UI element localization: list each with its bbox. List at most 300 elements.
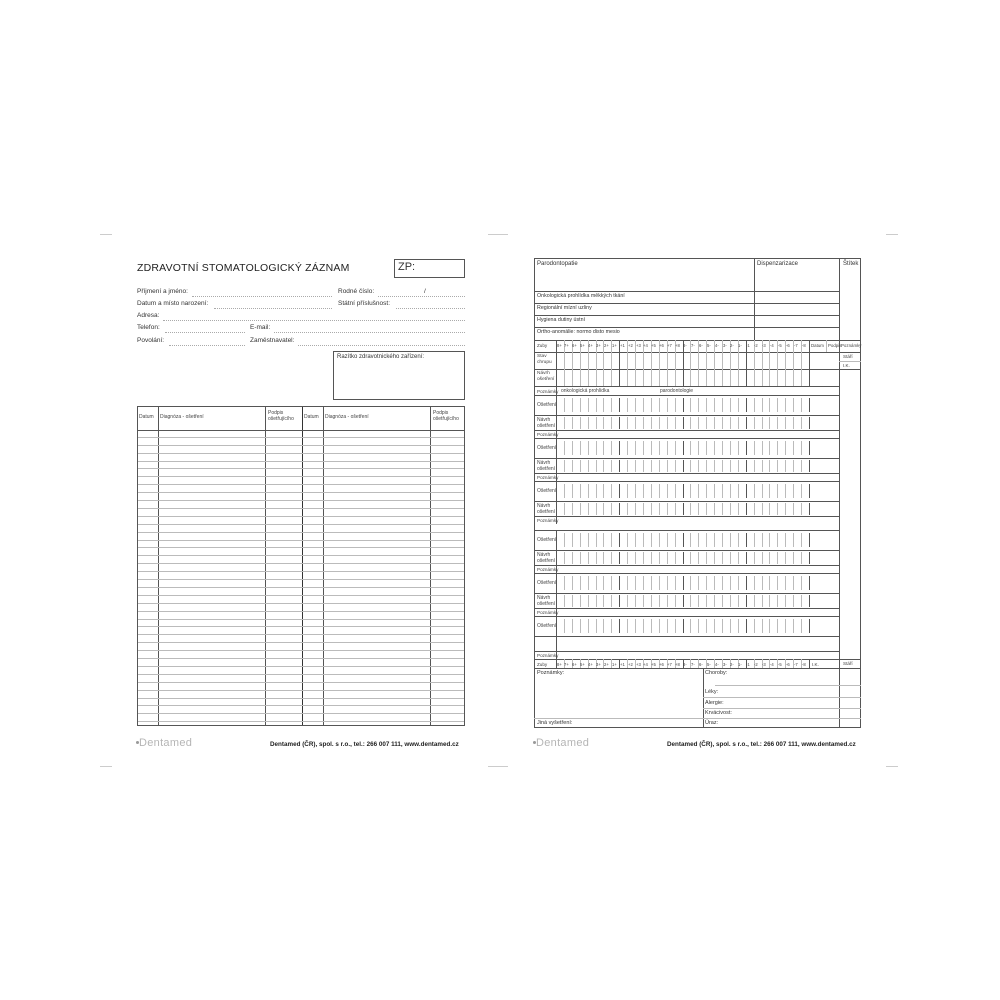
podpis-label: Podpis (828, 343, 842, 348)
grid-line (534, 550, 839, 551)
tooth-col (683, 417, 684, 429)
tooth-col (564, 352, 565, 386)
table-row (138, 603, 464, 604)
tooth-label: -8 (802, 343, 806, 348)
stav-chrupu-label: Stav chrupu (537, 354, 552, 365)
tooth-label: 5- (707, 662, 711, 667)
grid-line (534, 636, 839, 637)
tooth-label: 3+ (596, 343, 601, 348)
tooth-col (596, 533, 597, 547)
tooth-col (785, 352, 786, 386)
tooth-col (690, 595, 691, 607)
tooth-col (675, 503, 676, 515)
tooth-label: 7- (691, 662, 695, 667)
tooth-col (643, 503, 644, 515)
crop-mark (488, 766, 508, 775)
birth-date-place-line[interactable] (214, 308, 332, 309)
tooth-col (588, 595, 589, 607)
occupation-label: Povolání: (137, 337, 165, 344)
poznamky-row-label: Poznámky (537, 567, 559, 572)
tooth-col (643, 352, 644, 386)
tooth-col (659, 552, 660, 564)
tooth-col (627, 484, 628, 498)
tooth-col (588, 460, 589, 472)
tooth-col (762, 441, 763, 455)
tooth-col (580, 533, 581, 547)
tooth-col (635, 352, 636, 386)
tooth-col (611, 619, 612, 633)
table-row (138, 626, 464, 627)
osetreni-label: Ošetření (537, 488, 557, 494)
tooth-col (722, 533, 723, 547)
tooth-col (675, 533, 676, 547)
choroby-label: Choroby: (705, 670, 728, 676)
tooth-col (769, 398, 770, 412)
tooth-col (564, 503, 565, 515)
tooth-label: 7+ (564, 662, 569, 667)
krvacivost-label: Krvácivost: (705, 710, 732, 716)
tooth-col (801, 398, 802, 412)
tooth-label: +5 (651, 662, 656, 667)
table-row (138, 437, 464, 438)
tooth-col (635, 417, 636, 429)
tooth-col (611, 533, 612, 547)
tooth-col (690, 441, 691, 455)
tooth-col (580, 503, 581, 515)
stamp-label: Razítko zdravotnického zařízení: (337, 354, 425, 360)
tooth-col (785, 552, 786, 564)
poznamky-row-label: Poznámky (537, 518, 559, 523)
tooth-col (683, 595, 684, 607)
tooth-col (580, 595, 581, 607)
tooth-col (564, 417, 565, 429)
tooth-col (643, 533, 644, 547)
tooth-col (611, 552, 612, 564)
tooth-col (722, 552, 723, 564)
tooth-col (754, 552, 755, 564)
tooth-label: 8- (683, 662, 687, 667)
tooth-col (738, 484, 739, 498)
tooth-col (714, 484, 715, 498)
dentamed-logo: Dentamed (139, 737, 193, 749)
tooth-col (722, 484, 723, 498)
tooth-col (683, 619, 684, 633)
tooth-col (659, 533, 660, 547)
tooth-col (762, 619, 763, 633)
tooth-col (556, 503, 557, 515)
tooth-col (785, 595, 786, 607)
tooth-col (572, 619, 573, 633)
tooth-col (683, 352, 684, 386)
crop-mark (886, 766, 898, 775)
tooth-col (769, 595, 770, 607)
tooth-col (580, 576, 581, 590)
tooth-col (603, 503, 604, 515)
tooth-label: 5+ (580, 343, 585, 348)
tooth-label: 8+ (557, 662, 562, 667)
address-line[interactable] (163, 320, 465, 321)
crop-mark (100, 226, 112, 235)
datum-label: Datum (811, 343, 824, 348)
tooth-col (793, 417, 794, 429)
tooth-col (643, 576, 644, 590)
tooth-col (769, 417, 770, 429)
tooth-col (769, 576, 770, 590)
birth-number-line[interactable] (378, 296, 465, 297)
tooth-col (619, 460, 620, 472)
osetreni-label: Ošetření (537, 445, 557, 451)
zuby-top-row-label: Zuby (537, 343, 548, 348)
tooth-col (627, 460, 628, 472)
tooth-col (659, 460, 660, 472)
table-row (138, 532, 464, 533)
osetreni-label: Ošetření (537, 402, 557, 408)
tooth-col (572, 576, 573, 590)
tooth-col (793, 484, 794, 498)
tooth-label: +7 (667, 343, 672, 348)
birth-number-slash: / (424, 288, 426, 295)
tooth-col (619, 595, 620, 607)
surname-line[interactable] (192, 296, 332, 297)
navrh-label: Návrh ošetření (537, 552, 556, 564)
alergie-label: Alergie: (705, 700, 724, 706)
tooth-col (643, 398, 644, 412)
tooth-col (564, 595, 565, 607)
tooth-label: 5- (707, 343, 711, 348)
table-row (138, 540, 464, 541)
tooth-col (580, 460, 581, 472)
tooth-label: -6 (786, 662, 790, 667)
tooth-col (643, 417, 644, 429)
tooth-col (801, 619, 802, 633)
tooth-col (651, 576, 652, 590)
tooth-col (603, 576, 604, 590)
tooth-col (762, 484, 763, 498)
table-row (138, 445, 464, 446)
navrh-label: Návrh ošetření (537, 371, 555, 382)
poznamky-row-label: Poznámky (537, 389, 559, 394)
tooth-col (643, 441, 644, 455)
tooth-col (690, 352, 691, 386)
tooth-col (793, 552, 794, 564)
tooth-col (635, 441, 636, 455)
tooth-col (801, 533, 802, 547)
table-row (138, 579, 464, 580)
osetreni-label: Ošetření (537, 580, 557, 586)
footer-text: Dentamed (ČR), spol. s r.o., tel.: 266 007 111, www.dentamed.cz (270, 741, 459, 748)
crop-mark (100, 766, 112, 775)
tooth-col (769, 533, 770, 547)
grid-line (556, 340, 557, 352)
tooth-label: +2 (628, 662, 633, 667)
tooth-col (572, 441, 573, 455)
tooth-col (675, 441, 676, 455)
tooth-col (683, 398, 684, 412)
tooth-label: +5 (651, 343, 656, 348)
tooth-col (690, 576, 691, 590)
tooth-col (777, 595, 778, 607)
tooth-col (722, 503, 723, 515)
header-signature: Podpis ošetřujícího (268, 410, 294, 422)
tooth-col (722, 398, 723, 412)
tooth-col (746, 533, 747, 547)
tooth-label: -2 (754, 343, 758, 348)
footer-text-right: Dentamed (ČR), spol. s r.o., tel.: 266 007 111, www.dentamed.cz (667, 741, 856, 748)
grid-line (809, 484, 810, 498)
table-row (138, 587, 464, 588)
tooth-col (627, 417, 628, 429)
tooth-col (722, 595, 723, 607)
tooth-col (683, 533, 684, 547)
tooth-label: 2- (730, 343, 734, 348)
surname-label: Příjmení a jméno: (137, 288, 188, 295)
citizenship-line[interactable] (396, 308, 465, 309)
table-row (138, 642, 464, 643)
citizenship-label: Státní příslušnost: (338, 300, 391, 307)
tooth-col (801, 417, 802, 429)
tooth-col (659, 417, 660, 429)
table-row (138, 619, 464, 620)
table-row (138, 461, 464, 462)
tooth-col (754, 460, 755, 472)
crop-mark (488, 226, 508, 235)
grid-line (534, 651, 839, 652)
email-line[interactable] (274, 332, 465, 333)
tooth-col (769, 352, 770, 386)
tooth-col (667, 595, 668, 607)
tooth-col (564, 398, 565, 412)
tooth-col (611, 503, 612, 515)
grid-line (809, 417, 810, 429)
tooth-col (580, 484, 581, 498)
tooth-label: +4 (643, 662, 648, 667)
tooth-col (667, 576, 668, 590)
tooth-col (651, 552, 652, 564)
grid-line (809, 533, 810, 547)
tooth-col (777, 460, 778, 472)
tooth-col (801, 552, 802, 564)
tooth-col (572, 417, 573, 429)
tooth-col (777, 398, 778, 412)
employer-line[interactable] (298, 345, 465, 346)
tooth-col (746, 398, 747, 412)
onko-row-label: Onkologická prohlídka měkkých tkání (537, 293, 625, 299)
tooth-col (675, 576, 676, 590)
tooth-col (611, 398, 612, 412)
tooth-col (714, 398, 715, 412)
tooth-col (730, 595, 731, 607)
tooth-col (651, 352, 652, 386)
tooth-col (659, 576, 660, 590)
tooth-col (722, 352, 723, 386)
tooth-col (667, 533, 668, 547)
tooth-col (627, 352, 628, 386)
tooth-col (785, 619, 786, 633)
grid-line (534, 608, 839, 609)
header-date-2: Datum (304, 414, 319, 420)
tooth-col (627, 398, 628, 412)
tooth-col (762, 503, 763, 515)
tooth-col (690, 503, 691, 515)
tooth-label: 2+ (604, 662, 609, 667)
tooth-col (596, 484, 597, 498)
tooth-col (777, 441, 778, 455)
navrh-label: Návrh ošetření (537, 417, 556, 429)
tooth-col (785, 484, 786, 498)
tooth-col (651, 503, 652, 515)
tooth-col (596, 503, 597, 515)
table-row (138, 547, 464, 548)
tooth-label: 6- (699, 343, 703, 348)
tooth-label: 4+ (588, 343, 593, 348)
phone-line[interactable] (165, 332, 245, 333)
tooth-col (706, 352, 707, 386)
tooth-col (675, 352, 676, 386)
tooth-col (714, 576, 715, 590)
table-row (138, 476, 464, 477)
form-title: ZDRAVOTNÍ STOMATOLOGICKÝ ZÁZNAM (137, 262, 350, 274)
osetreni-label: Ošetření (537, 623, 557, 629)
grid-line (556, 659, 557, 668)
tooth-col (588, 619, 589, 633)
tooth-col (611, 352, 612, 386)
tooth-col (659, 484, 660, 498)
tooth-col (785, 441, 786, 455)
grid-line (534, 668, 861, 669)
tooth-col (619, 484, 620, 498)
tooth-col (619, 398, 620, 412)
tooth-col (588, 398, 589, 412)
tooth-col (769, 484, 770, 498)
tooth-col (706, 503, 707, 515)
address-label: Adresa: (137, 312, 160, 319)
tooth-col (572, 503, 573, 515)
tooth-col (754, 619, 755, 633)
tooth-col (619, 441, 620, 455)
tooth-col (706, 460, 707, 472)
tooth-col (603, 460, 604, 472)
tooth-col (714, 595, 715, 607)
poznamky-row-label: Poznámky (537, 432, 559, 437)
tooth-col (635, 552, 636, 564)
tooth-col (635, 595, 636, 607)
stari-label: Stáří (843, 354, 853, 359)
tooth-col (683, 552, 684, 564)
grid-line (534, 501, 839, 502)
tooth-label: 6+ (572, 343, 577, 348)
tooth-col (714, 352, 715, 386)
tooth-col (564, 484, 565, 498)
table-row (138, 508, 464, 509)
poznamky-row-label: Poznámky (537, 610, 559, 615)
grid-line (809, 503, 810, 515)
tooth-col (762, 595, 763, 607)
tooth-col (603, 417, 604, 429)
tooth-col (785, 460, 786, 472)
regional-row-label: Regionální mízní uzliny (537, 305, 592, 311)
tooth-col (738, 460, 739, 472)
tooth-label: -4 (770, 662, 774, 667)
tooth-col (627, 619, 628, 633)
tooth-label: -1 (746, 343, 750, 348)
tooth-label: -8 (802, 662, 806, 667)
tooth-label: 6+ (572, 662, 577, 667)
onko-label: onkologická prohlídka (561, 388, 610, 394)
tooth-col (754, 398, 755, 412)
grid-line (809, 340, 810, 352)
tooth-col (762, 352, 763, 386)
tooth-col (801, 352, 802, 386)
tooth-col (580, 552, 581, 564)
tooth-col (651, 619, 652, 633)
tooth-col (698, 533, 699, 547)
grid-line (534, 386, 839, 387)
tooth-col (738, 503, 739, 515)
tooth-col (667, 484, 668, 498)
tooth-col (564, 460, 565, 472)
tooth-col (730, 503, 731, 515)
tooth-col (746, 595, 747, 607)
tooth-col (611, 484, 612, 498)
tooth-col (611, 417, 612, 429)
tooth-col (667, 552, 668, 564)
tooth-col (635, 503, 636, 515)
tooth-col (730, 441, 731, 455)
occupation-line[interactable] (169, 345, 245, 346)
table-row (138, 468, 464, 469)
tooth-col (556, 552, 557, 564)
tooth-col (659, 441, 660, 455)
tooth-col (564, 552, 565, 564)
tooth-col (564, 576, 565, 590)
tooth-col (777, 533, 778, 547)
tooth-label: +6 (659, 343, 664, 348)
tooth-col (793, 352, 794, 386)
email-label: E-mail: (250, 324, 271, 331)
tooth-col (611, 595, 612, 607)
grid-line (809, 619, 810, 633)
table-row (138, 698, 464, 699)
tooth-col (777, 352, 778, 386)
tooth-col (738, 398, 739, 412)
tooth-col (698, 441, 699, 455)
tooth-label: 8+ (557, 343, 562, 348)
tooth-col (722, 417, 723, 429)
ik-label: I.K. (843, 363, 850, 368)
table-row (138, 500, 464, 501)
tooth-col (777, 484, 778, 498)
tooth-col (667, 460, 668, 472)
tooth-label: -7 (794, 662, 798, 667)
tooth-col (556, 460, 557, 472)
tooth-col (659, 398, 660, 412)
tooth-col (596, 576, 597, 590)
tooth-col (746, 503, 747, 515)
grid-line (534, 415, 839, 416)
parodontologie-label: parodontologie (660, 388, 694, 394)
tooth-col (746, 417, 747, 429)
table-row (138, 674, 464, 675)
tooth-col (627, 552, 628, 564)
tooth-col (738, 417, 739, 429)
table-row (138, 563, 464, 564)
tooth-col (777, 576, 778, 590)
tooth-label: 3+ (596, 662, 601, 667)
tooth-col (690, 398, 691, 412)
tooth-label: 8- (683, 343, 687, 348)
tooth-col (698, 619, 699, 633)
tooth-col (754, 533, 755, 547)
